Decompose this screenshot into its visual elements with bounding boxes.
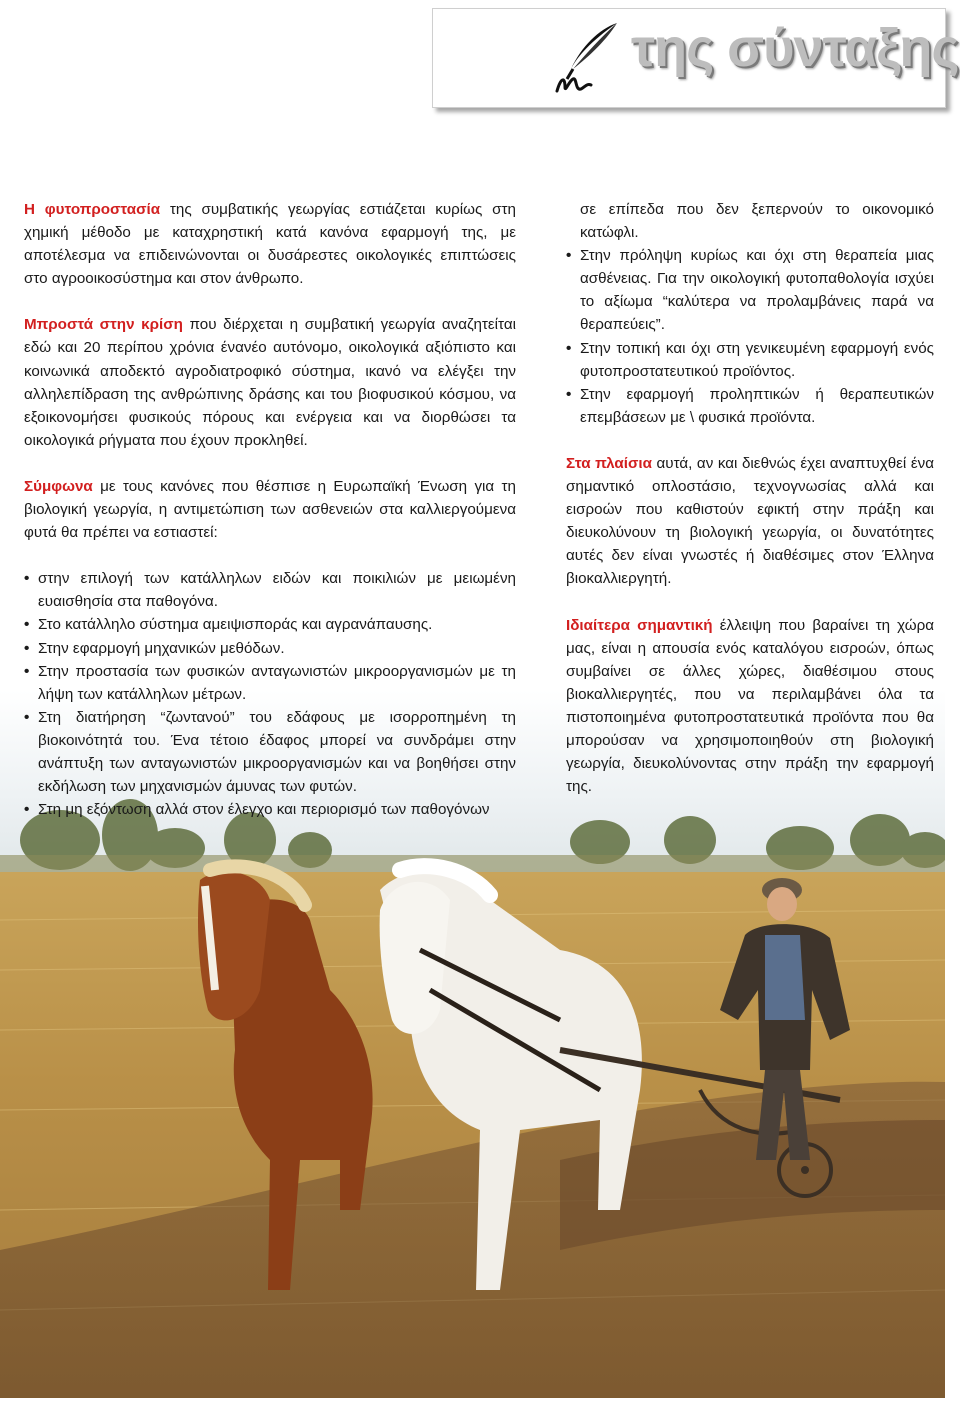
paragraph-shortage [566,614,934,799]
list-item: • Στη διατήρηση “ζωντανού” του εδάφους με ισορροπημένη τη βιοκοινότητά του. Ένα τέτοιο έδαφος μπορεί να συνδράμει στην ανάπτυξη των ανταγωνιστών μικροοργανισμών και να βοηθήσει στην εκδήλωση των μηχανισμών άμυνας των φυτών. [24,706,516,798]
lead-phrase: Μπροστά στην κρίση [24,316,183,334]
right-text-column [566,198,934,821]
list-item: • Στην εφαρμογή προληπτικών ή θεραπευτικών επεμβάσεων με \ φυσικά προϊόντα. [566,383,934,429]
list-item: • Στην πρόληψη κυρίως και όχι στη θεραπεία μιας ασθένειας. Για την οικολογική φυτοπαθολογία ισχύει το αξίωμα “καλύτερα να προλαμβάνεις παρά να θεραπεύεις”. [566,244,934,336]
bullet-list [24,567,516,821]
list-item: • Στη μη εξόντωση αλλά στον έλεγχο και περιορισμό των παθογόνων [24,798,516,821]
section-banner [432,8,959,108]
lead-phrase: Στα πλαίσια [566,454,652,472]
list-item: • Στην εφαρμογή μηχανικών μεθόδων. [24,637,516,660]
paragraph-text: αυτά, αν και διεθνώς έχει αναπτυχθεί ένα σημαντικό οπλοστάσιο, τεχνογνωσίας αλλά και εισροών που καθιστούν εφικτή στην πράξη και διευκολύνουν τη βιολογική γεωργία, οι δυνατότητες αυτές δεν είναι γνωστές ή διαθέσιμες στον Έλληνα βιοκαλλιεργητή. [566,454,934,588]
quill-pen-icon [551,19,623,99]
paragraph-text: έλλειψη που βαραίνει τη χώρα μας, είναι η απουσία ενός καταλόγου εισροών, όπως συμβαίνει σε άλλες χώρες, διαθέσιμου στους βιοκαλλιεργητές, που να περιλαμβάνει όλα τα πιστοποιημένα φυτοπροστατευτικά προϊόντα που θα μπορούσαν να χρησιμοποιηθούν στη βιολογική γεωργία, διευκολύνοντας στην πράξη την εφαρμογή της. [566,616,934,796]
paragraph-crisis [24,313,516,452]
banner-title: της σύνταξης [631,18,959,78]
paragraph-text: με τους κανόνες που θέσπισε η Ευρωπαϊκή Ένωση για τη βιολογική γεωργία, η αντιμετώπιση των ασθενειών στα καλλιεργούμενα φυτά θα πρέπει να εστιαστεί: [24,477,516,542]
list-continuation: σε επίπεδα που δεν ξεπερνούν το οικονομικό κατώφλι. [580,201,934,242]
list-item: • Στην προστασία των φυσικών ανταγωνιστών μικροοργανισμών με τη λήψη των κατάλληλων μέτρων. [24,660,516,706]
lead-phrase: Ιδιαίτερα σημαντική [566,616,713,634]
paragraph-intro [24,198,516,290]
list-item: • Στο κατάλληλο σύστημα αμειψισποράς και αγρανάπαυσης. [24,613,516,636]
bullet-list [566,244,934,429]
paragraph-eu-rules [24,475,516,544]
paragraph-framework [566,452,934,591]
lead-phrase: Η φυτοπροστασία [24,201,161,218]
left-text-column [24,198,516,821]
list-item: • Στην τοπική και όχι στη γενικευμένη εφαρμογή ενός φυτοπροστατευτικού προϊόντος. [566,337,934,383]
paragraph-text: της συμβατικής γεωργίας εστιάζεται κυρίως στη χημική μέθοδο με καταχρηστική κατά κανόνα εφαρμογή της, με αποτέλεσμα να επιδεινώνονται οι δυσάρεστες οικολογικές επιπτώσεις στο αγροοικοσύστημα και στον άνθρωπο. [24,201,516,288]
list-item: • στην επιλογή των κατάλληλων ειδών και ποικιλιών με μειωμένη ευαισθησία στα παθογόνα. [24,567,516,613]
paragraph-text: που διέρχεται η συμβατική γεωργία αναζητείται εδώ και 20 περίπου χρόνια ένανέο αυτόνομο, οικολογικά αξιόπιστο και κοινωνικά αποδεκτό αγροδιατροφικό σύστημα, ικανό να ελέγξει την αλληλεπίδραση της ανθρώπινης δράσης και του βιοφυσικού κόσμου, να εξοικονομήσει φυσικούς πόρους και ενέργεια και να διορθώσει τα οικολογικά ρήγματα που έχουν προκληθεί. [24,316,516,449]
lead-phrase: Σύμφωνα [24,477,93,495]
